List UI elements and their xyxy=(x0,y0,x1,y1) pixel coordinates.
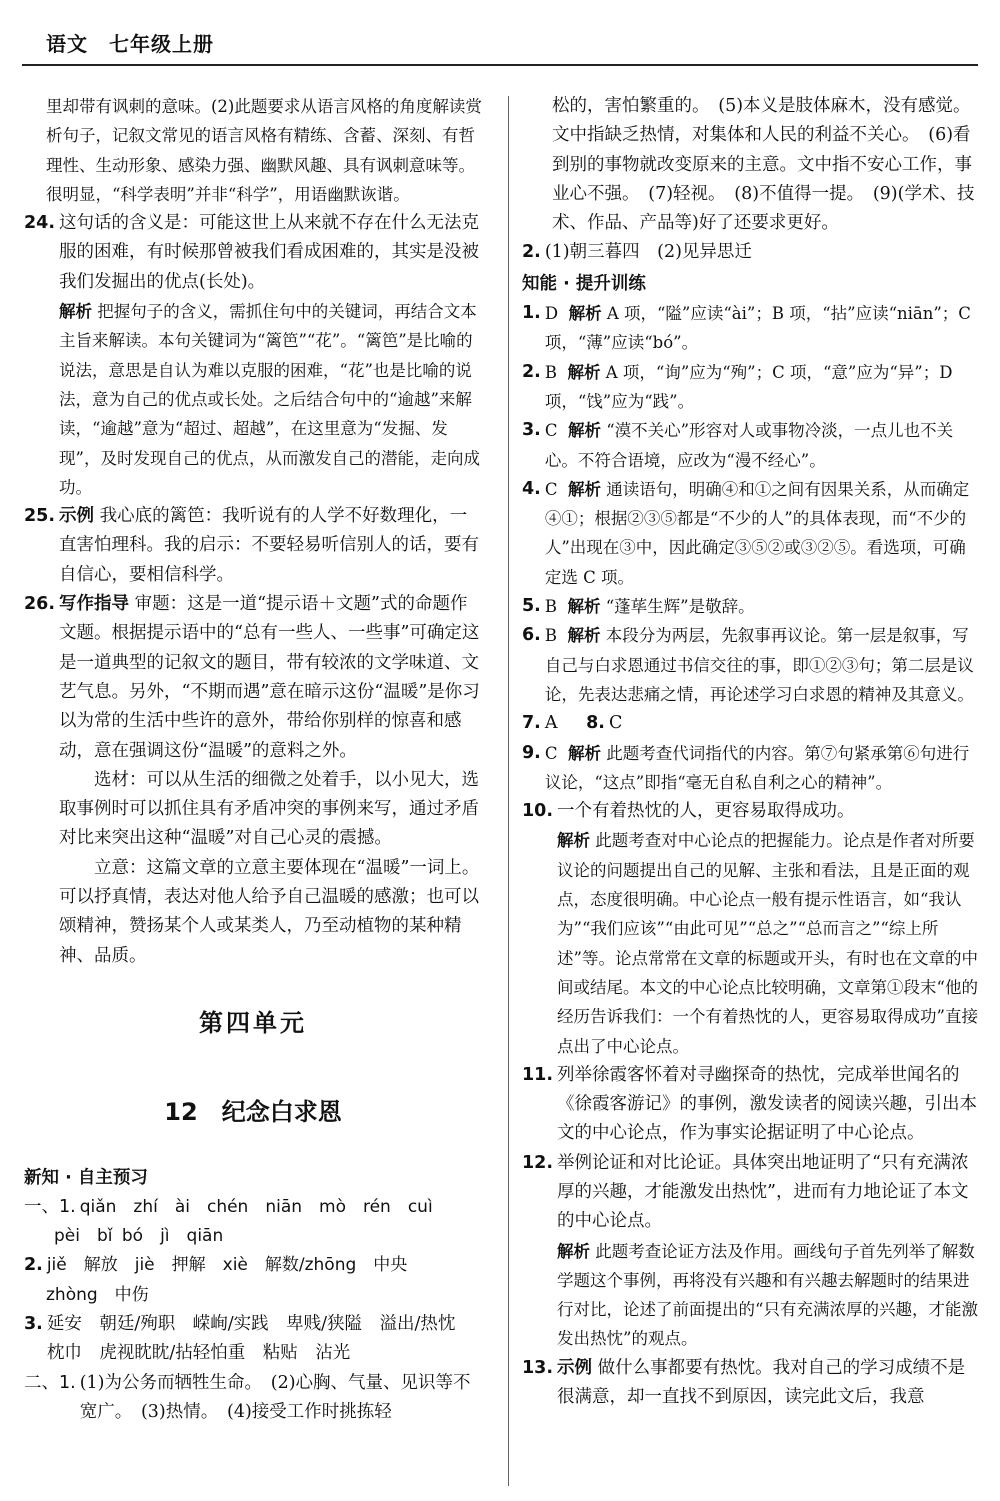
left-column xyxy=(24,92,482,1427)
question-number: 25. xyxy=(24,506,56,527)
analysis-text: A 项，“询”应为“殉”；C 项，“意”应为“异”；D 项，“饯”应为“践”。 xyxy=(544,362,953,411)
question-number: 2. xyxy=(522,361,541,382)
answer-choice: C xyxy=(544,479,558,499)
analysis-text: 此题考查代词指代的内容。第⑦句紧承第⑥句进行议论，“这点”即指“毫无自私自利之心的精神”。 xyxy=(544,743,970,792)
example-label: 示例 xyxy=(59,506,95,527)
section-heading: 新知 · 自主预习 xyxy=(24,1167,148,1188)
unit-title: 第四单元 xyxy=(199,1008,307,1037)
answer-text: 我心底的篱笆：我听说有的人学不好数理化，一直害怕理科。我的启示：不要轻易听信别人的话，要有自信心，要相信科学。 xyxy=(59,506,480,585)
question-number: 13. xyxy=(522,1357,554,1378)
question-number: 5. xyxy=(522,596,541,617)
continued-analysis: 里却带有讽刺的意味。(2)此题要求从语言风格的角度解读赏析句子，记叙文常见的语言风格有精练、含蓄、深刻、有哲理性、生动形象、感染力强、幽默风趣、具有讽刺意味等。很明显，“科学表明”并非“科学”，用语幽默诙谐。 xyxy=(46,97,482,204)
analysis-label: 解析 xyxy=(567,421,601,441)
writing-guide-label: 写作指导 xyxy=(59,594,130,615)
part-2-question-1 xyxy=(24,1369,482,1428)
analysis-text: A 项，“隘”应读“ài”；B 项，“拈”应读“niān”；C 项，“薄”应读“bó”。 xyxy=(544,304,971,353)
answer-text: (1)为公务而牺牲生命。 (2)心胸、气量、见识等不宽广。 (3)热情。 (4)接受工作时挑拣轻 xyxy=(79,1372,471,1422)
question-26 xyxy=(24,590,482,971)
item-1 xyxy=(522,299,978,358)
answer-choice: B xyxy=(544,597,557,617)
item-4 xyxy=(522,475,978,592)
answer-choice: B xyxy=(544,362,557,382)
analysis-label: 解析 xyxy=(567,626,601,646)
item-7-8 xyxy=(522,709,978,738)
part-1-question-2 xyxy=(24,1251,482,1280)
part-1-question-3 xyxy=(24,1310,482,1369)
item-5 xyxy=(522,592,978,621)
item-3 xyxy=(522,416,978,475)
analysis-label: 解析 xyxy=(557,1241,591,1261)
analysis-label: 解析 xyxy=(567,362,601,382)
pinyin-line: qiǎn zhí ài chén niān mò rén cuì xyxy=(79,1196,433,1217)
lesson-title: 12 纪念白求恩 xyxy=(164,1098,342,1127)
answer-choice: C xyxy=(544,421,558,441)
question-25 xyxy=(24,502,482,590)
answer-text: (1)朝三暮四 (2)见异思迁 xyxy=(544,242,752,263)
part-1-question-1 xyxy=(24,1193,482,1222)
question-number: 3. xyxy=(522,420,541,441)
question-number: 7. xyxy=(522,713,541,734)
answer-text: 这句话的含义是：可能这世上从来就不存在什么无法克服的困难，有时候那曾被我们看成困难的，其实是没被我们发掘出的优点(长处)。 xyxy=(59,213,480,292)
part-2-question-2 xyxy=(522,238,978,267)
answer-choice: C xyxy=(544,743,558,763)
item-10 xyxy=(522,797,978,1061)
question-number: 9. xyxy=(522,742,541,763)
question-number: 24. xyxy=(24,213,56,234)
answer-text: 举例论证和对比论证。具体突出地证明了“只有充满浓厚的兴趣，才能激发出热忱”，进而有力地论证了本文的中心论点。 xyxy=(557,1152,969,1232)
question-number: 11. xyxy=(522,1064,554,1085)
answer-line: jiě 解放 jiè 押解 xiè 解数/zhōng 中央 xyxy=(46,1255,408,1276)
question-number: 1. xyxy=(522,303,541,324)
item-2 xyxy=(522,358,978,417)
header-title: 语文 七年级上册 xyxy=(46,32,214,56)
item-12 xyxy=(522,1149,978,1354)
answer-line: zhòng 中伤 xyxy=(46,1284,149,1305)
analysis-label: 解析 xyxy=(567,479,601,499)
question-number: 一、1. xyxy=(24,1196,76,1217)
question-number: 8. xyxy=(586,713,605,734)
header-rule xyxy=(22,64,978,66)
analysis-label: 解析 xyxy=(557,831,591,851)
analysis-text: “蓬荜生辉”是敬辞。 xyxy=(605,597,755,617)
item-9 xyxy=(522,739,978,798)
answer-choice: B xyxy=(544,626,557,646)
answer-text: 一个有着热忱的人，更容易取得成功。 xyxy=(557,801,855,822)
answer-choice: D xyxy=(544,304,559,324)
analysis-label: 解析 xyxy=(567,597,601,617)
question-number: 4. xyxy=(522,478,541,499)
item-13 xyxy=(522,1354,978,1413)
analysis-text: 此题考查论证方法及作用。画线句子首先列举了解数学题这个事例，再将没有兴趣和有兴趣去解题时的结果进行对比，论述了前面提出的“只有充满浓厚的兴趣，才能激发出热忱”的观点。 xyxy=(557,1241,978,1349)
item-6 xyxy=(522,621,978,709)
question-number: 26. xyxy=(24,594,56,615)
analysis-text: 通读语句，明确④和①之间有因果关系，从而确定④①；根据②③⑤都是“不少的人”的具体表现，而“不少的人”出现在③中，因此确定③⑤②或③②⑤。看选项，可确定选 C 项。 xyxy=(544,479,970,587)
analysis-text: 此题考查对中心论点的把握能力。论点是作者对所要议论的问题提出自己的见解、主张和看法，且是正面的观点，态度很明确。中心论点一般有提示性语言，如“我认为”“我们应该”“由此可见”“总之”“总而言之”“综上所述”等。论点常常在文章的标题或开头，有时也在文章的中间或结尾。本文的中心论点比较明确，文章第①段末“他的经历告诉我们：一个有着热忱的人，更容易取得成功”直接点出了中心论点。 xyxy=(557,831,978,1056)
question-number: 2. xyxy=(522,242,541,263)
section-heading: 知能 · 提升训练 xyxy=(522,273,646,294)
answer-text: 列举徐霞客怀着对寻幽探奇的热忱，完成举世闻名的《徐霞客游记》的事例，激发读者的阅读兴趣，引出本文的中心论点，作为事实论据证明了中心论点。 xyxy=(557,1064,978,1144)
analysis-text: “漠不关心”形容对人或事物冷淡，一点儿也不关心。不符合语境，应改为“漫不经心”。 xyxy=(544,421,954,470)
column-divider xyxy=(508,96,509,1486)
continued-answer: 松的，害怕繁重的。 (5)本义是肢体麻木，没有感觉。文中指缺乏热情，对集体和人民的利益不关心。 (6)看到别的事物就改变原来的主意。文中指不安心工作，事业心不强。 (7)轻视。 (8)不值得一提。 (9)(学术、技术、作品、产品等)好了还要求更好。 xyxy=(552,96,975,234)
question-number: 6. xyxy=(522,625,541,646)
answer-text: 做什么事都要有热忱。我对自己的学习成绩不是很满意，却一直找不到原因，读完此文后，我意 xyxy=(557,1357,966,1408)
material-paragraph: 选材：可以从生活的细微之处着手，以小见大，选取事例时可以抓住具有矛盾冲突的事例来写，通过矛盾对比来突出这种“温暖”对自己心灵的震撼。 xyxy=(59,769,480,849)
answer-choice: A xyxy=(544,713,575,734)
analysis-text: 本段分为两层，先叙事再议论。第一层是叙事，写自己与白求恩通过书信交往的事，即①②③句；第二层是议论，先表达悲痛之情，再论述学习白求恩的精神及其意义。 xyxy=(544,626,974,704)
item-11 xyxy=(522,1061,978,1149)
page-header xyxy=(0,0,1000,62)
question-number: 3. xyxy=(24,1313,43,1334)
question-number: 12. xyxy=(522,1152,554,1173)
analysis-text: 把握句子的含义，需抓住句中的关键词，再结合文本主旨来解读。本句关键词为“篱笆”“花”。“篱笆”是比喻的说法，意思是自认为难以克服的困难，“花”也是比喻的说法，意为自己的优点或长处。之后结合句中的“逾越”来解读，“逾越”意为“超过、超越”，在这里意为“发掘、发现”，及时发现自己的优点，从而激发自己的潜能，走向成功。 xyxy=(59,302,480,497)
answer-choice: C xyxy=(608,713,623,734)
example-label: 示例 xyxy=(557,1357,593,1378)
question-24 xyxy=(24,209,482,502)
analysis-label: 解析 xyxy=(568,304,602,324)
question-number: 2. xyxy=(24,1255,43,1276)
pinyin-line: pèi bǐ bó jì qiān xyxy=(54,1226,224,1247)
answer-text: 延安 朝廷/殉职 嵘峋/实践 卑贱/狭隘 溢出/热忱 枕巾 虎视眈眈/拈轻怕重 粘贴 沾光 xyxy=(46,1313,473,1364)
question-number: 10. xyxy=(522,801,554,822)
question-number: 二、1. xyxy=(24,1372,76,1393)
answer-text: 审题：这是一道“提示语＋文题”式的命题作文题。根据提示语中的“总有一些人、一些事”可确定这是一道典型的记叙文的题目，带有较浓的文学味道、文艺气息。另外，“不期而遇”意在暗示这份“温暖”是你习以为常的生活中些许的意外，带给你别样的惊喜和感动，意在强调这份“温暖”的意料之外。 xyxy=(59,594,480,761)
analysis-label: 解析 xyxy=(59,302,93,322)
analysis-label: 解析 xyxy=(567,743,601,763)
right-column xyxy=(522,92,978,1412)
intent-paragraph: 立意：这篇文章的立意主要体现在“温暖”一词上。可以抒真情，表达对他人给予自己温暖的感激；也可以颂精神，赞扬某个人或某类人，乃至动植物的某种精神、品质。 xyxy=(59,857,480,966)
